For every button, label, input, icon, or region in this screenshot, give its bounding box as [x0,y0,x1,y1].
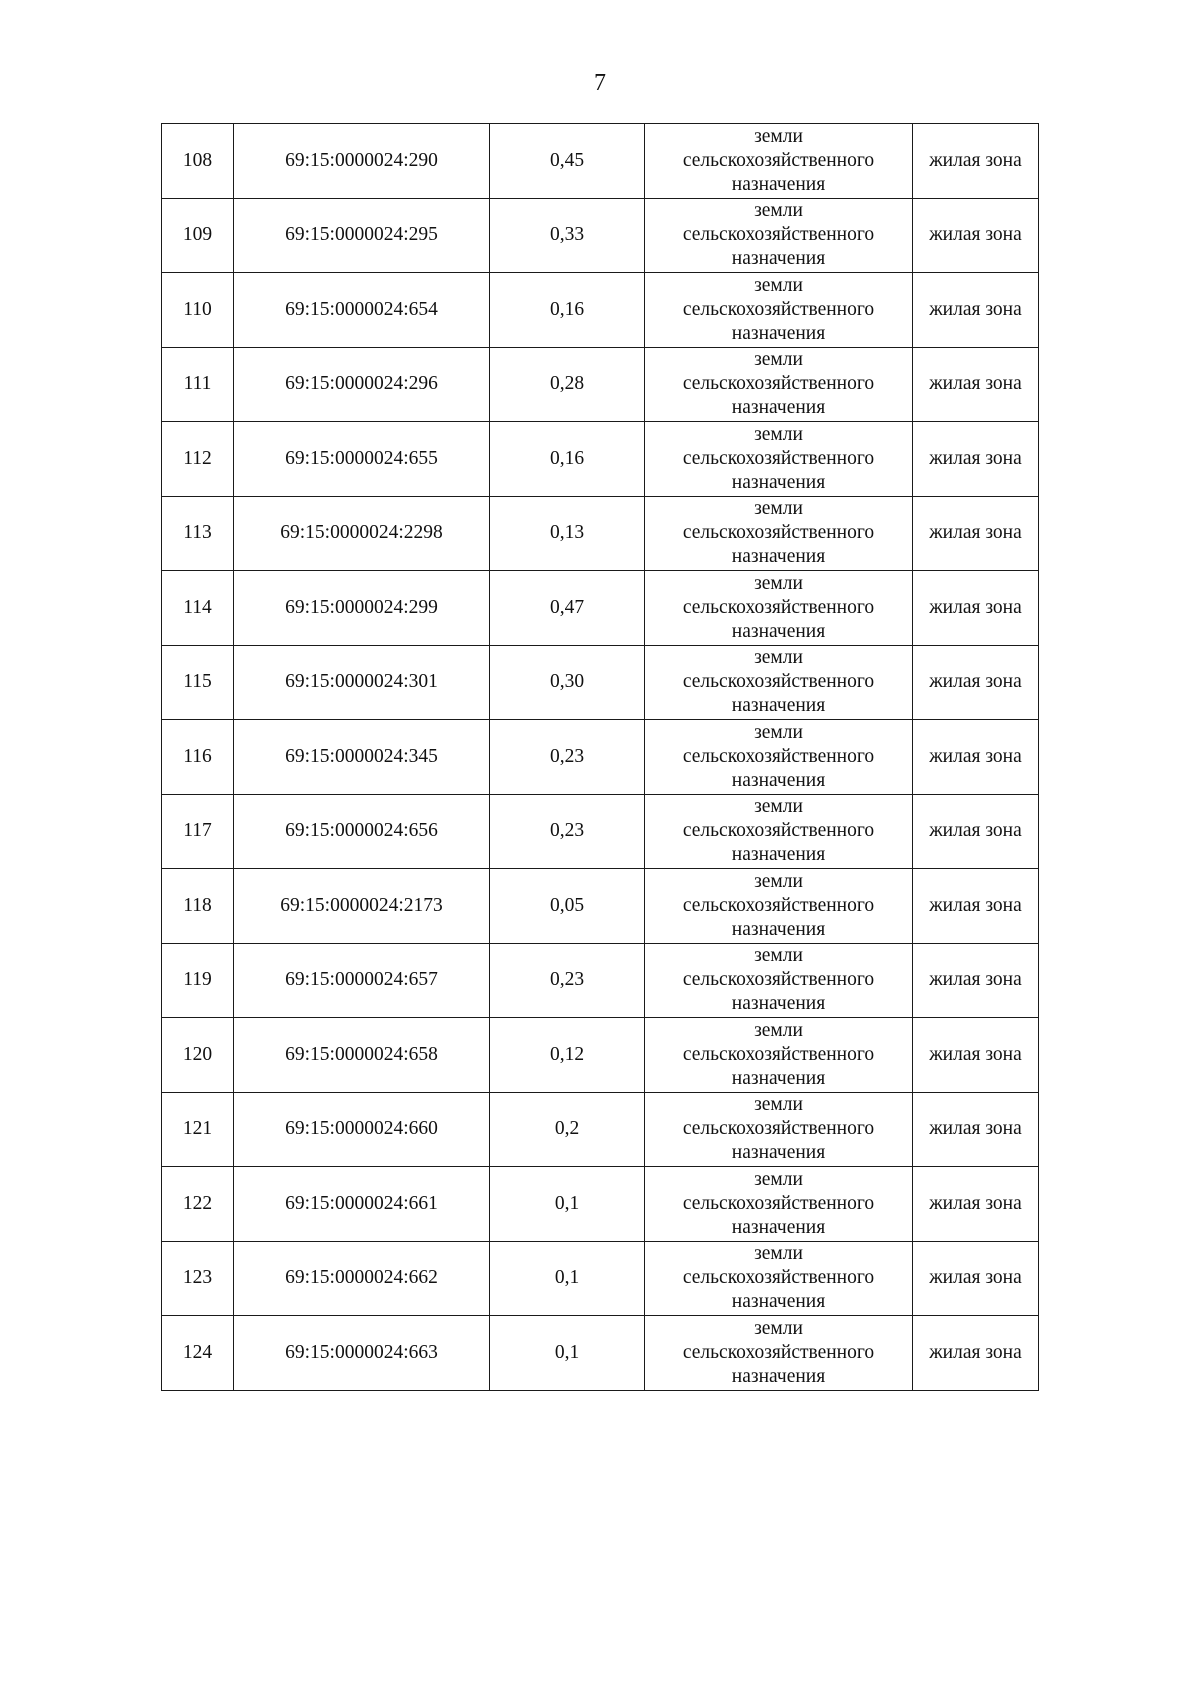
area-cell: 0,16 [490,422,645,497]
land-category-line: назначения [731,1291,826,1313]
land-category-line: назначения [731,471,826,493]
area-cell: 0,23 [490,720,645,795]
table-row [162,1018,1039,1093]
cadastral-number-cell: 69:15:0000024:658 [234,1018,490,1093]
cadastral-number-cell: 69:15:0000024:655 [234,422,490,497]
cadastral-number-cell: 69:15:0000024:2173 [234,869,490,944]
land-category-line: земли [754,274,803,296]
land-category-line: назначения [731,769,826,791]
land-category-line: сельскохозяйственного [682,1043,875,1065]
table-row [162,1167,1039,1242]
land-category-line: сельскохозяйственного [682,969,875,991]
land-category-line: назначения [731,397,826,419]
cadastral-number-cell: 69:15:0000024:662 [234,1241,490,1316]
table-row [162,273,1039,348]
cadastral-number-cell: 69:15:0000024:661 [234,1167,490,1242]
land-category-cell [645,571,913,646]
land-category-line: назначения [731,546,826,568]
table-body [162,124,1039,1391]
row-number-cell: 119 [162,943,234,1018]
table-row [162,720,1039,795]
row-number-cell: 116 [162,720,234,795]
land-category-cell [645,273,913,348]
table-row [162,1092,1039,1167]
area-cell: 0,13 [490,496,645,571]
zone-cell: жилая зона [913,645,1039,720]
land-category-line: назначения [731,1067,826,1089]
table-row [162,943,1039,1018]
land-category-line: земли [754,870,803,892]
land-category-line: назначения [731,620,826,642]
land-category-line: сельскохозяйственного [682,298,875,320]
land-category-line: земли [754,349,803,371]
land-category-line: земли [754,1317,803,1339]
land-category-cell [645,347,913,422]
row-number-cell: 112 [162,422,234,497]
land-category-cell [645,124,913,199]
cadastral-number-cell: 69:15:0000024:654 [234,273,490,348]
cadastral-number-cell: 69:15:0000024:301 [234,645,490,720]
land-category-line: земли [754,1168,803,1190]
land-category-line: земли [754,1094,803,1116]
zone-cell: жилая зона [913,1316,1039,1391]
land-category-line: сельскохозяйственного [682,820,875,842]
row-number-cell: 109 [162,198,234,273]
row-number-cell: 110 [162,273,234,348]
table-row [162,124,1039,199]
zone-cell: жилая зона [913,347,1039,422]
land-category-cell [645,1241,913,1316]
zone-cell: жилая зона [913,1018,1039,1093]
zone-cell: жилая зона [913,1167,1039,1242]
area-cell: 0,47 [490,571,645,646]
land-category-cell [645,198,913,273]
land-category-line: сельскохозяйственного [682,373,875,395]
row-number-cell: 115 [162,645,234,720]
land-category-line: земли [754,572,803,594]
land-category-line: сельскохозяйственного [682,149,875,171]
land-category-cell [645,496,913,571]
zone-cell: жилая зона [913,794,1039,869]
land-category-line: сельскохозяйственного [682,224,875,246]
land-category-line: сельскохозяйственного [682,894,875,916]
land-category-line: сельскохозяйственного [682,671,875,693]
area-cell: 0,05 [490,869,645,944]
zone-cell: жилая зона [913,720,1039,795]
cadastral-number-cell: 69:15:0000024:663 [234,1316,490,1391]
row-number-cell: 118 [162,869,234,944]
zone-cell: жилая зона [913,273,1039,348]
cadastral-number-cell: 69:15:0000024:299 [234,571,490,646]
land-category-line: земли [754,945,803,967]
zone-cell: жилая зона [913,422,1039,497]
cadastral-number-cell: 69:15:0000024:290 [234,124,490,199]
table-row [162,645,1039,720]
land-category-cell [645,422,913,497]
land-category-line: земли [754,796,803,818]
land-category-cell [645,869,913,944]
land-category-line: земли [754,125,803,147]
area-cell: 0,1 [490,1316,645,1391]
land-category-cell [645,645,913,720]
land-category-line: сельскохозяйственного [682,522,875,544]
cadastral-number-cell: 69:15:0000024:2298 [234,496,490,571]
table-row [162,422,1039,497]
land-category-line: сельскохозяйственного [682,596,875,618]
land-category-line: сельскохозяйственного [682,1341,875,1363]
land-category-line: назначения [731,844,826,866]
row-number-cell: 120 [162,1018,234,1093]
land-category-line: назначения [731,1142,826,1164]
table-row [162,571,1039,646]
area-cell: 0,33 [490,198,645,273]
row-number-cell: 121 [162,1092,234,1167]
land-category-line: земли [754,1243,803,1265]
land-category-line: назначения [731,695,826,717]
zone-cell: жилая зона [913,869,1039,944]
zone-cell: жилая зона [913,1092,1039,1167]
land-category-line: земли [754,498,803,520]
land-category-cell [645,1018,913,1093]
zone-cell: жилая зона [913,496,1039,571]
row-number-cell: 108 [162,124,234,199]
row-number-cell: 117 [162,794,234,869]
cadastral-number-cell: 69:15:0000024:296 [234,347,490,422]
land-category-line: назначения [731,918,826,940]
row-number-cell: 124 [162,1316,234,1391]
land-category-line: сельскохозяйственного [682,447,875,469]
table-row [162,1316,1039,1391]
zone-cell: жилая зона [913,198,1039,273]
area-cell: 0,2 [490,1092,645,1167]
page-number: 7 [594,70,606,96]
land-category-line: назначения [731,173,826,195]
land-category-line: земли [754,423,803,445]
land-category-cell [645,943,913,1018]
table-row [162,794,1039,869]
table-row [162,496,1039,571]
table-row [162,1241,1039,1316]
cadastral-number-cell: 69:15:0000024:657 [234,943,490,1018]
zone-cell: жилая зона [913,571,1039,646]
cadastral-number-cell: 69:15:0000024:660 [234,1092,490,1167]
cadastral-number-cell: 69:15:0000024:656 [234,794,490,869]
row-number-cell: 122 [162,1167,234,1242]
land-category-cell [645,1092,913,1167]
zone-cell: жилая зона [913,124,1039,199]
cadastral-number-cell: 69:15:0000024:295 [234,198,490,273]
table-row [162,347,1039,422]
land-category-cell [645,1167,913,1242]
land-category-line: земли [754,1019,803,1041]
table-row [162,869,1039,944]
row-number-cell: 113 [162,496,234,571]
land-category-line: сельскохозяйственного [682,1118,875,1140]
area-cell: 0,16 [490,273,645,348]
land-category-cell [645,720,913,795]
area-cell: 0,12 [490,1018,645,1093]
land-category-line: назначения [731,1216,826,1238]
land-category-line: назначения [731,248,826,270]
land-category-line: земли [754,647,803,669]
row-number-cell: 111 [162,347,234,422]
land-plots-table [161,123,1039,1391]
land-category-line: назначения [731,993,826,1015]
land-category-line: земли [754,721,803,743]
area-cell: 0,28 [490,347,645,422]
land-category-line: сельскохозяйственного [682,1267,875,1289]
land-category-line: назначения [731,322,826,344]
land-category-cell [645,794,913,869]
land-category-line: земли [754,200,803,222]
zone-cell: жилая зона [913,943,1039,1018]
area-cell: 0,1 [490,1241,645,1316]
row-number-cell: 114 [162,571,234,646]
area-cell: 0,23 [490,943,645,1018]
cadastral-number-cell: 69:15:0000024:345 [234,720,490,795]
area-cell: 0,30 [490,645,645,720]
zone-cell: жилая зона [913,1241,1039,1316]
table-row [162,198,1039,273]
land-category-line: сельскохозяйственного [682,745,875,767]
land-category-line: назначения [731,1365,826,1387]
area-cell: 0,45 [490,124,645,199]
area-cell: 0,1 [490,1167,645,1242]
land-category-cell [645,1316,913,1391]
land-category-line: сельскохозяйственного [682,1192,875,1214]
area-cell: 0,23 [490,794,645,869]
row-number-cell: 123 [162,1241,234,1316]
